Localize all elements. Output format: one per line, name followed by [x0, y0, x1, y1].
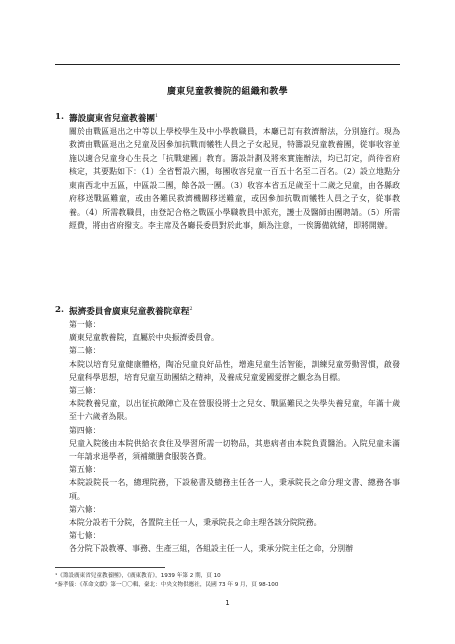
- header-rule: [55, 64, 400, 65]
- article-text: 兒童入院後由本院供給衣食住及學習所需一切物品，其患病者由本院負責醫治。入院兒童未滿一年請求退學者，須補繳膳食服裝各費。: [69, 438, 400, 462]
- section-heading: [55, 112, 400, 124]
- article-text: 本院分設若干分院，各置院主任一人，秉承院長之命主理各該分院院務。: [69, 518, 322, 528]
- page-number: 1: [225, 599, 230, 607]
- article-text: 本院以培育兒童健康體格，陶冶兒童良好品性，增進兒童生活智能，訓練兒童勞動習慣，啟發兒童科學思想，培育兒童互助團結之精神，及養成兒童愛國愛群之觀念為目標。: [69, 359, 400, 382]
- footnote-rule: [55, 567, 165, 568]
- article-text: 本院教養兒童，以出征抗敵陣亡及在營服役將士之兒女、戰區難民之失學失養兒童，年滿十歲至十六歲者為限。: [69, 399, 400, 422]
- article-title: 第三條：: [69, 386, 101, 396]
- section-number: 1.: [55, 112, 64, 122]
- article-text: 本院設院長一名，總理院務，下設秘書及總務主任各一人，秉承院長之命分理文書、總務各事項。: [69, 478, 400, 501]
- section-heading-text: 振濟委員會廣東兒童教養院章程: [69, 307, 190, 317]
- section-paragraph: 關於由戰區退出之中等以上學校學生及中小學教職員，本廳已訂有救濟辦法，分別施行。現為救濟由戰區退出之兒童及因參加抗戰而犧牲人員之子女起見，特籌設兒童教養團，從事收容並施以適合兒童身心生長之「抗戰建國」教育。籌設計劃及將來實施辦法，均已訂定，尚待省府核定，其要點如下：（1）全省暫設六團，每團收容兒童一百五十名至二百名。（2）設立地點分東南西北中五區，中區設二團，餘各設一團。（3）收容本省五足歲至十二歲之兒童，由各縣政府移送戰區難童，或由各難民救濟機關移送難童，或因參加抗戰而犧牲人員之子女，從事教養。（4）所需教職員，由登記合格之戰區小學職教員中派充，護士及醫師由團聘請。（5）所需經費，將由省府撥支。李主席及各廳長委員對於此事，頗為注意，一俟籌備就緒，即將開辦。: [69, 127, 400, 231]
- article-4: [55, 424, 400, 464]
- article-1: [55, 318, 400, 344]
- document-title: 廣東兒童教養院的組織和教學: [167, 87, 288, 97]
- article-title: 第七條：: [69, 531, 101, 541]
- section-heading: [55, 305, 400, 317]
- article-list: [55, 318, 400, 556]
- footnote-ref: 2: [189, 306, 193, 313]
- article-text: 廣東兒童教養院，直屬於中央振濟委員會。: [69, 333, 219, 343]
- article-5: [55, 463, 400, 503]
- article-title: 第一條：: [69, 320, 101, 329]
- article-text: 各分院下設教導、事務、生產三組，各組設主任一人，秉承分院主任之命，分別辦: [69, 544, 354, 554]
- section-heading-text: 籌設廣東省兒童教養團: [69, 114, 155, 124]
- article-title: 第四條：: [69, 425, 101, 435]
- footnote-ref: 1: [154, 113, 159, 120]
- section-2: [55, 305, 400, 556]
- article-title: 第五條：: [69, 465, 101, 475]
- article-title: 第二條：: [69, 346, 101, 356]
- footnote-1: ¹《籌設廣東省兒童教養團》，《廣東教育》，1939 年第 2 期，頁 10: [55, 573, 221, 579]
- article-6: [55, 503, 400, 529]
- article-2: [55, 344, 400, 384]
- footnote-2: ²秦孝儀：《革命文獻》第一〇〇輯，臺北：中央文物供應社，民國 73 年 9 月，頁 98-100: [55, 582, 279, 588]
- section-number: 2.: [55, 305, 64, 315]
- section-1: [55, 112, 400, 233]
- article-3: [55, 384, 400, 424]
- article-7: [55, 529, 400, 555]
- article-title: 第六條：: [69, 504, 101, 514]
